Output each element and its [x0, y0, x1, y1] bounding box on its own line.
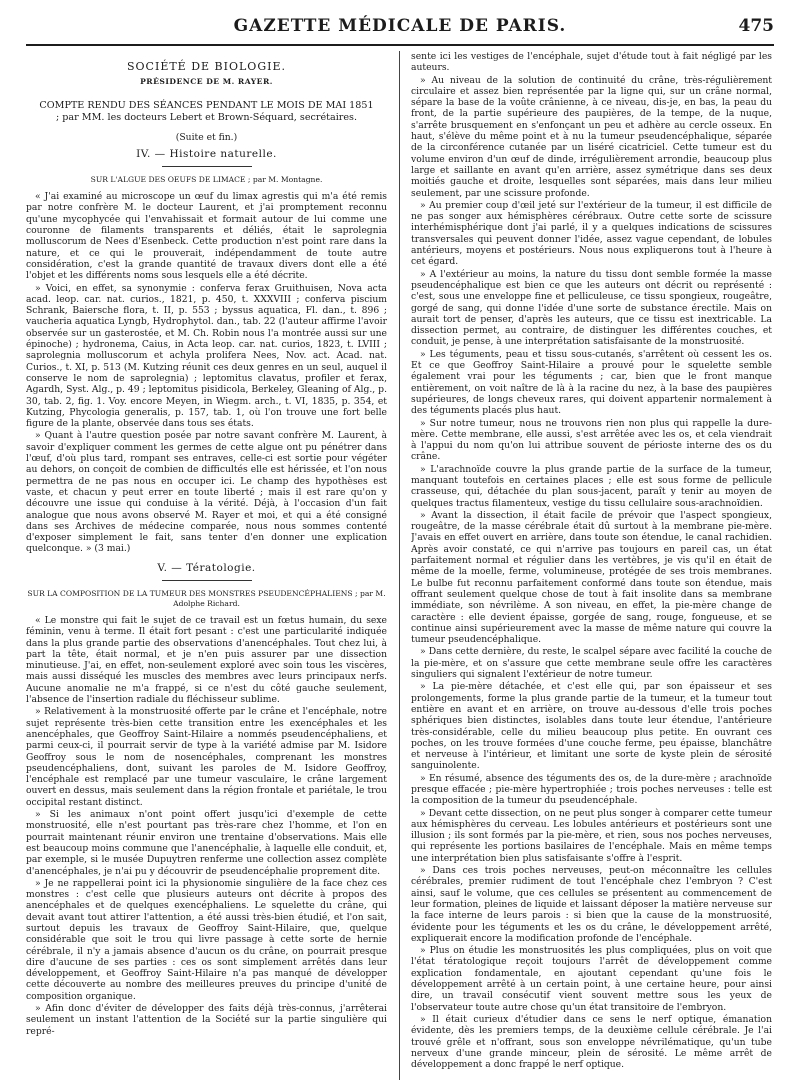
section-5-subtitle: SUR LA COMPOSITION DE LA TUMEUR DES MONSTRES PSEUDENCÉPHALIENS ; par M. Adolphe Richard.	[27, 588, 386, 608]
section-5-title: V. — Tératologie.	[157, 561, 256, 574]
paragraph: » Avant la dissection, il était facile de prévoir que l'aspect spongieux, rougeâtre, de la masse cérébrale était dû surtout à la membrane pie-mère. J'avais en effet ouvert en arrière, dans toute son étendue, le canal rachidien. Après avoir constaté, ce qui n'arrive pas toujours en pareil cas, un état parfaitement normal et régulier dans les vertèbres, je vis qu'il en était de même de la moelle, ferme, volumineuse, protégée de ses trois membranes. Le bulbe fut reconnu parfaitement conformé dans toute son étendue, mais offrant seulement quelque chose de tout à fait insolite dans sa membrane immédiate, son névrilème. A son niveau, en effet, la pie-mère change de caractère : elle devient épaisse, gorgée de sang, rouge, fongueuse, et se continue ainsi supérieurement avec la masse de même nature qui couvre la tumeur pseudencéphalique.	[411, 509, 772, 646]
section-rule	[162, 580, 252, 581]
report-title: COMPTE RENDU DES SÉANCES PENDANT LE MOIS DE MAI 1851 ; par MM. les docteurs Lebert et Brown-Séquard, secrétaires.	[39, 99, 374, 123]
paragraph: » Afin donc d'éviter de développer des faits déjà très-connus, j'arrêterai seulement un instant l'attention de la Société sur la partie singulière qui repré-	[26, 1003, 387, 1037]
section-rule	[162, 166, 252, 167]
paragraph: » Relativement à la monstruosité offerte par le crâne et l'encéphale, notre sujet représente très-bien cette transition entre les exencéphales et les anencéphales, que Geoffroy Saint-Hilaire a nommés pseudencéphaliens, et parmi ceux-ci, il pourrait servir de type à la variété admise par M. Isidore Geoffroy sous le nom de nosencéphales, comprenant les monstres pseudencéphaliens, dont, suivant les paroles de M. Isidore Geoffroy, l'encéphale est remplacé par une tumeur vasculaire, le crâne largement ouvert en dessus, mais seulement dans la région frontale et pariétale, le trou occipital restant distinct.	[26, 706, 387, 808]
columns	[26, 51, 774, 1080]
paragraph: » La pie-mère détachée, et c'est elle qui, par son épaisseur et ses prolongements, forme la plus grande partie de la tumeur, et la tumeur tout entière en avant et en arrière, on trouve au-dessous d'elle trois poches sphériques bien distinctes, isolables dans toute leur étendue, l'antérieure très-considérable, celle du milieu beaucoup plus petite. En ouvrant ces poches, on les trouve formées d'une couche ferme, peu épaisse, blanchâtre et nerveuse à l'intérieur, et limitant une sorte de kyste plein de sérosité sanguinolente.	[411, 681, 772, 772]
masthead-title: GAZETTE MÉDICALE DE PARIS.	[233, 16, 567, 36]
paragraph: » Il était curieux d'étudier dans ce sens le nerf optique, émanation évidente, dès les premiers temps, de la deuxième cellule cérébrale. Je l'ai trouvé grêle et n'offrant, sous son enveloppe névrilématique, qu'un tube nerveux d'une grande minceur, plein de sérosité. Le même arrêt de développement a donc frappé le nerf optique.	[411, 1013, 772, 1071]
left-column	[26, 51, 387, 1080]
paragraph: » En résumé, absence des téguments des os, de la dure-mère ; arachnoïde presque effacée ; pie-mère hypertrophiée ; trois poches nerveuses : telle est la composition de la tumeur du pseudencéphale.	[411, 772, 772, 807]
paragraph: » Si les animaux n'ont point offert jusqu'ici d'exemple de cette monstruosité, elle n'est pourtant pas très-rare chez l'homme, et l'on en pourrait maintenant réunir environ une trentaine d'observations. Mais elle est beaucoup moins commune que l'anencéphalie, à laquelle elle conduit, et, par exemple, si le musée Dupuytren renferme une collection assez complète d'anencéphales, je n'ai pu y découvrir de pseudencéphalie proprement dite.	[26, 809, 387, 877]
page-number: 475	[738, 16, 774, 36]
paragraph: » Dans ces trois poches nerveuses, peut-on méconnaître les cellules cérébrales, premier rudiment de tout l'encéphale chez l'embryon ? C'est ainsi, sauf le volume, que ces cellules se présentent au commencement de leur formation, pleines de liquide et laissant déposer la matière nerveuse sur la face interne de leurs parois : si bien que la cause de la monstruosité, évidente pour les téguments et les os du crâne, le développement arrêté, expliquerait encore la modification profonde de l'encéphale.	[411, 865, 772, 944]
paragraph: » Au premier coup d'œil jeté sur l'extérieur de la tumeur, il est difficile de ne pas songer aux hémisphères cérébraux. Outre cette sorte de scissure interhémisphérique dont j'ai parlé, il y a quelques indications de scissures transversales qui peuvent donner l'idée, assez vague cependant, de lobules antérieurs, moyens et postérieurs. Nous nous expliquerons tout à l'heure à cet égard.	[411, 199, 772, 268]
paragraph: » Au niveau de la solution de continuité du crâne, très-régulièrement circulaire et assez bien représentée par la ligne qui, sur un crâne normal, sépare la base de la voûte crânienne, à ce niveau, dis-je, en bas, la peau du front, de la partie supérieure des paupières, de la tempe, de la nuque, s'arrête brusquement en s'enfonçant un peu et adhère au cercle osseux. En haut, s'élève du même point et à nu la tumeur pseudencéphalique, séparée de la circonférence cutanée par un liséré cicatriciel. Cette tumeur est du volume environ d'un œuf de dinde, irrégulièrement arrondie, beaucoup plus large et saillante en avant qu'en arrière, assez symétrique dans ses deux moitiés gauche et droite, lesquelles sont séparées, mais dans leur milieu seulement, par une scissure profonde.	[411, 74, 772, 199]
paragraph: » Devant cette dissection, on ne peut plus songer à comparer cette tumeur aux hémisphères du cerveau. Les lobules antérieurs et postérieurs sont une illusion ; ils sont formés par la pie-mère, et rien, sous nos poches nerveuses, qui représente les portions basilaires de l'encéphale. Mais en même temps une interprétation bien plus satisfaisante s'offre à l'esprit.	[411, 807, 772, 864]
masthead	[26, 14, 774, 46]
paragraph: « J'ai examiné au microscope un œuf du limax agrestis qui m'a été remis par notre confrère M. le docteur Laurent, et j'ai promptement reconnu qu'une mycophycée qui l'envahissait et formait autour de lui comme une couronne de filaments transparents et déliés, était le saprolegnia molluscorum de Nees d'Esenbeck. Cette production n'est point rare dans la nature, et ce qui le prouverait, indépendamment de toute autre considération, c'est la grande quantité de travaux divers dont elle a été l'objet et les différents noms sous lesquels elle a été décrite.	[26, 191, 387, 282]
paragraph: » A l'extérieur au moins, la nature du tissu dont semble formée la masse pseudencéphalique est bien ce que les auteurs ont décrit ou représenté : c'est, sous une enveloppe fine et pelliculeuse, ce tissu spongieux, rougeâtre, gorgé de sang, qui donne l'idée d'une sorte de substance érectile. Mais on aurait tort de penser, d'après les auteurs, que ce tissu est inextricable. La dissection permet, au contraire, de distinguer les différentes couches, et conduit, je pense, à une interprétation satisfaisante de la monstruosité.	[411, 268, 772, 348]
paragraph: » Plus on étudie les monstruosités les plus compliquées, plus on voit que l'état tératologique reçoit toujours l'arrêt de développement comme explication fondamentale, en ajoutant cependant qu'une fois le développement arrêté à un certain point, à une certaine heure, pour ainsi dire, un travail consécutif vient souvent mettre sous les yeux de l'observateur toute autre chose qu'un état transitoire de l'embryon.	[411, 945, 772, 1013]
section-4-subtitle: SUR L'ALGUE DES OEUFS DE LIMACE ; par M. Montagne.	[90, 175, 323, 185]
paragraph: sente ici les vestiges de l'encéphale, sujet d'étude tout à fait négligé par les auteurs.	[411, 51, 772, 74]
continued-note: (Suite et fin.)	[175, 131, 238, 143]
paragraph: » Je ne rappellerai point ici la physionomie singulière de la face chez ces monstres : c'est celle que plusieurs auteurs ont décrite à propos des anencéphales et de quelques exencéphaliens. Le squelette du crâne, qui devait avant tout attirer l'attention, a été aussi très-bien étudié, et l'on sait, surtout depuis les travaux de Geoffroy Saint-Hilaire, que, quelque considérable que soit le trou qui livre passage à cette sorte de hernie cérébrale, il n'y a jamais absence d'aucun os du crâne, on pourrait presque dire d'aucune de ses parties : ces os sont simplement arrêtés dans leur développement, et Geoffroy Saint-Hilaire n'a pas manqué de développer cette découverte au nombre des meilleures preuves du principe d'unité de composition organique.	[26, 877, 387, 1002]
presidency-heading: PRÉSIDENCE DE M. RAYER.	[140, 77, 273, 87]
paragraph: » Quant à l'autre question posée par notre savant confrère M. Laurent, à savoir d'expliquer comment les germes de cette algue ont pu pénétrer dans l'œuf, d'où plus tard, rompant ses entraves, celle-ci est sortie pour végéter au dehors, on conçoit de combien de difficultés elle est hérissée, et l'on nous permettra de ne pas nous en occuper ici. Le champ des hypothèses est vaste, et chacun y peut errer en toute liberté ; mais il est rare qu'on y découvre une issue qui conduise à la vérité. Déjà, à l'occasion d'un fait analogue que nous avons observé M. Rayer et moi, et qui a été consigné dans ses Archives de médecine comparée, nous nous sommes contenté d'exposer simplement le fait, sans tenter d'en donner une explication quelconque. » (3 mai.)	[26, 430, 387, 555]
right-column	[411, 51, 772, 1080]
paragraph: « Le monstre qui fait le sujet de ce travail est un fœtus humain, du sexe féminin, venu à terme. Il était fort pesant : c'est une particularité indiquée dans la plus grande partie des observations d'anencéphales. Tout chez lui, à part la tête, était normal, et je n'en puis assurer par une dissection minutieuse. J'ai, en effet, non-seulement exploré avec soin tous les viscères, mais aussi disséqué les muscles des membres avec leurs principaux nerfs. Aucune anomalie ne m'a frappé, si ce n'est du côté gauche seulement, l'absence de l'insertion radiale du fléchisseur sublime.	[26, 614, 387, 706]
society-heading: SOCIÉTÉ DE BIOLOGIE.	[127, 60, 286, 73]
paragraph: » L'arachnoïde couvre la plus grande partie de la surface de la tumeur, manquant toutefois en certaines places ; elle est sous forme de pellicule crasseuse, qui, détachée du plan sous-jacent, paraît y tenir au moyen de quelques tractus filamenteux, vestige du tissu cellulaire sous-arachnoïdien.	[411, 463, 772, 509]
section-4-title: IV. — Histoire naturelle.	[136, 147, 277, 160]
paragraph: » Dans cette dernière, du reste, le scalpel sépare avec facilité la couche de la pie-mère, et on s'assure que cette membrane seule offre les caractères singuliers qui signalent l'extérieur de notre tumeur.	[411, 646, 772, 681]
paragraph: » Voici, en effet, sa synonymie : conferva ferax Gruithuisen, Nova acta acad. leop. car. nat. curios., 1821, p. 450, t. XXXVIII ; conferva piscium Schrank, Baiersche flora, t. II, p. 553 ; byssus aquatica, Fl. dan., t. 896 ; vaucheria aquatica Lyngb, Hydrophytol. dan., tab. 22 (l'auteur affirme l'avoir observée sur un gasterostée, et M. Ch. Robin nous l'a montrée aussi sur une épinoche) ; hydronema, Caius, in Acta leop. car. nat. curios, 1823, t. LVIII ; saprolegnia molluscorum et achyla prolifera Nees, Nov. act. Acad. nat. Curios., t. XI, p. 513 (M. Kutzing réunit ces deux genres en un seul, auquel il conserve le nom de saprolegnia) ; leptomitus clavatus, profiler et ferax, Agardh, Syst. Alg., p. 49 ; leptomitus pisidicola, Berkeley, Gleaning of Alg., p. 30, tab. 2, fig. 1. Voy. encore Meyen, in Wiegm. arch., t. VI, 1835, p. 354, et Kutzing, Phycologia generalis, p. 157, tab. 1, où l'on trouve une fort belle figure de la plante, observée dans tous ses états.	[26, 282, 387, 430]
paragraph: » Sur notre tumeur, nous ne trouvons rien non plus qui rappelle la dure-mère. Cette membrane, elle aussi, s'est arrêtée avec les os, et cela viendrait à l'appui du nom qu'on lui attribue souvent de périoste interne des os du crâne.	[411, 417, 772, 463]
paragraph: » Les téguments, peau et tissu sous-cutanés, s'arrêtent où cessent les os. Et ce que Geoffroy Saint-Hilaire a prouvé pour le squelette semble également vrai pour les téguments ; car, bien que le front manque entièrement, on voit naître de là à la racine du nez, à la base des paupières supérieures, de longs cheveux rares, qui doivent appartenir normalement à des téguments placés plus haut.	[411, 348, 772, 417]
newspaper-page	[26, 14, 774, 1080]
